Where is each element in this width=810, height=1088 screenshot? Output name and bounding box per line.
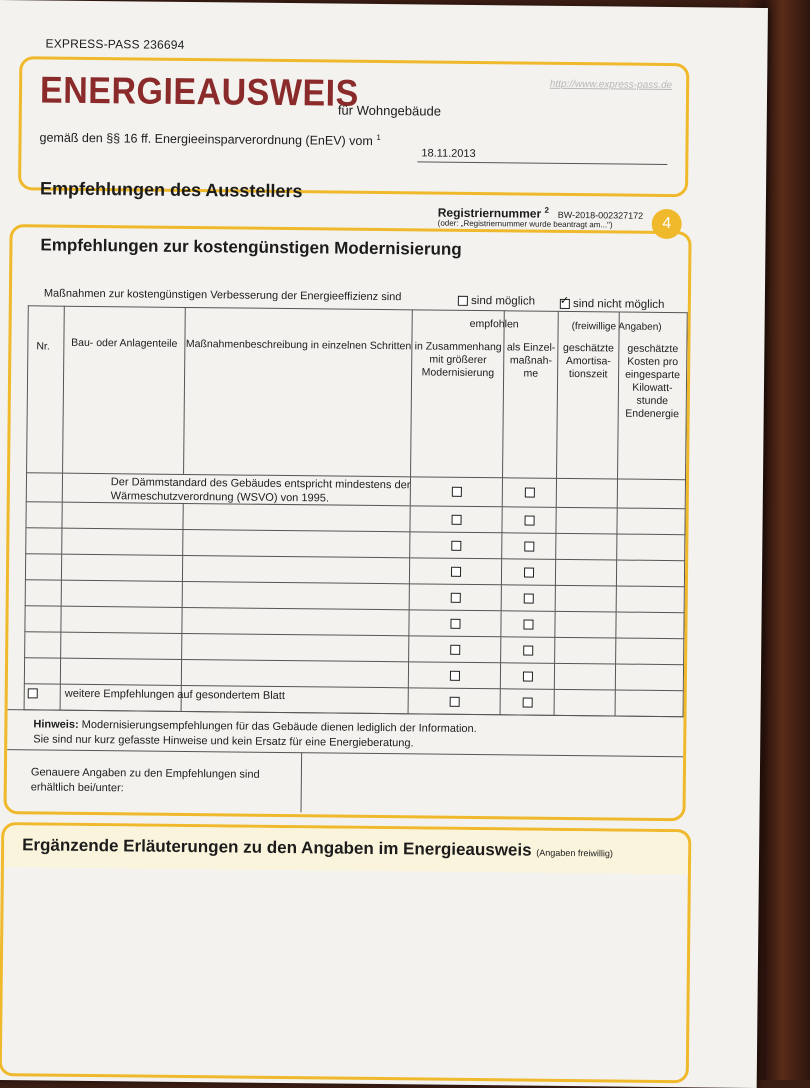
checkbox-together[interactable] bbox=[450, 644, 460, 654]
additional-note: (Angaben freiwillig) bbox=[536, 847, 613, 859]
cell-cost[interactable] bbox=[617, 534, 685, 561]
cell-nr[interactable] bbox=[25, 554, 61, 580]
additional-title-text: Ergänzende Erläuterungen zu den Angaben im Energieausweis bbox=[22, 835, 532, 860]
cell-amortisation[interactable] bbox=[556, 533, 617, 560]
checkbox-single[interactable] bbox=[525, 488, 535, 498]
col-cost bbox=[617, 312, 687, 480]
col-amortisation bbox=[557, 311, 619, 479]
cell-together[interactable] bbox=[411, 477, 503, 507]
cell-cost[interactable] bbox=[615, 638, 683, 665]
option-possible[interactable] bbox=[458, 295, 535, 308]
date-underline bbox=[417, 161, 667, 165]
website-link[interactable]: http://www.express-pass.de bbox=[549, 78, 673, 92]
more-info-line-1: Genauere Angaben zu den Empfehlungen sind bbox=[30, 766, 260, 781]
col-together bbox=[411, 310, 504, 478]
cell-together[interactable] bbox=[409, 610, 501, 637]
col-cost-text: geschätzte Kosten pro eingesparte Kilowatt- stunde Endenergie bbox=[625, 342, 681, 421]
cell-nr[interactable] bbox=[26, 502, 62, 528]
cell-parts[interactable] bbox=[62, 528, 183, 555]
cell-cost[interactable] bbox=[616, 560, 684, 587]
col-parts bbox=[62, 306, 185, 474]
cell-parts[interactable] bbox=[60, 658, 181, 685]
cell-cost[interactable] bbox=[617, 479, 685, 509]
cell-amortisation[interactable] bbox=[556, 507, 617, 534]
col-single-text: als Einzel- maßnah- me bbox=[506, 341, 556, 380]
cell-single[interactable] bbox=[502, 533, 556, 560]
checkbox-more-recommendations[interactable] bbox=[28, 688, 38, 698]
hint-line-1: Modernisierungsempfehlungen für das Gebäude dienen lediglich der Information. bbox=[81, 718, 477, 736]
checkbox-single[interactable] bbox=[523, 619, 533, 629]
checkbox-together[interactable] bbox=[450, 618, 460, 628]
registration-footnote: 2 bbox=[544, 205, 550, 215]
registration-number: BW-2018-002327172 bbox=[557, 209, 644, 221]
page-number-badge: 4 bbox=[652, 209, 682, 239]
cell-description[interactable] bbox=[62, 473, 411, 506]
cell-parts[interactable] bbox=[61, 606, 182, 633]
checkbox-together[interactable] bbox=[451, 514, 461, 524]
checkbox-together[interactable] bbox=[451, 540, 461, 550]
cell-parts[interactable] bbox=[60, 632, 181, 659]
checkbox-single[interactable] bbox=[522, 697, 532, 707]
option-possible-label: sind möglich bbox=[471, 294, 536, 308]
checkbox-single[interactable] bbox=[523, 645, 533, 655]
table-header-row bbox=[27, 306, 688, 480]
hint-line-2: Sie sind nur kurz gefasste Hinweise und kein Ersatz für eine Energieberatung. bbox=[33, 733, 414, 750]
cell-together[interactable] bbox=[409, 688, 501, 715]
measures-line: Maßnahmen zur kostengünstigen Verbesserung der Energieeffizienz sind bbox=[43, 287, 402, 304]
recommendations-title: Empfehlungen zur kostengünstigen Modernisierung bbox=[40, 235, 462, 259]
cell-single[interactable] bbox=[501, 585, 555, 612]
option-not-possible[interactable] bbox=[560, 298, 665, 311]
document-subtitle: für Wohngebäude bbox=[337, 102, 442, 119]
col-together-text: in Zusammenhang mit größerer Modernisierung bbox=[414, 340, 502, 380]
cell-parts[interactable] bbox=[61, 580, 182, 607]
voluntary-label: (freiwillige Angaben) bbox=[571, 321, 662, 333]
cell-together[interactable] bbox=[410, 558, 502, 585]
cell-single[interactable] bbox=[502, 507, 556, 534]
cell-description[interactable] bbox=[183, 529, 411, 557]
row-text-2: Wärmeschutzverordnung (WSVO) von 1995. bbox=[110, 490, 329, 505]
registration-label-text: Registriernummer bbox=[437, 205, 542, 221]
cell-together[interactable] bbox=[410, 532, 502, 559]
option-not-possible-label: sind nicht möglich bbox=[572, 298, 665, 311]
cell-nr[interactable] bbox=[26, 528, 62, 554]
cell-cost[interactable] bbox=[615, 664, 683, 691]
cell-description[interactable] bbox=[181, 633, 409, 661]
cell-together[interactable] bbox=[409, 662, 501, 689]
registration-note: (oder: „Registriernummer wurde beantragt am...") bbox=[437, 218, 613, 230]
cell-single[interactable] bbox=[501, 611, 555, 638]
checkbox-together[interactable] bbox=[450, 670, 460, 680]
hint-text bbox=[33, 717, 477, 752]
issue-date: 18.11.2013 bbox=[421, 147, 476, 160]
checkbox-possible[interactable] bbox=[458, 296, 468, 306]
cell-description[interactable] bbox=[182, 581, 410, 609]
cell-single[interactable] bbox=[502, 478, 557, 508]
col-single bbox=[503, 311, 559, 479]
more-info-line-2: erhältlich bei/unter: bbox=[30, 781, 124, 795]
col-nr: Nr. bbox=[27, 306, 65, 473]
header-box bbox=[18, 56, 689, 197]
cell-amortisation[interactable] bbox=[555, 637, 616, 664]
cell-cost[interactable] bbox=[617, 508, 685, 535]
more-info-text bbox=[31, 765, 260, 797]
col-description-text: Maßnahmenbeschreibung in einzelnen Schritten bbox=[185, 337, 412, 353]
cell-amortisation[interactable] bbox=[556, 559, 617, 586]
row-text-1: Der Dämmstandard des Gebäudes entspricht mindestens der bbox=[110, 476, 411, 492]
cell-amortisation[interactable] bbox=[555, 611, 616, 638]
cell-single[interactable] bbox=[502, 559, 556, 586]
checkbox-not-possible[interactable] bbox=[560, 299, 570, 309]
cell-cost[interactable] bbox=[615, 690, 683, 717]
checkbox-single[interactable] bbox=[524, 515, 534, 525]
cell-description[interactable] bbox=[182, 607, 410, 635]
cell-nr[interactable] bbox=[25, 606, 61, 632]
law-footnote: 1 bbox=[376, 132, 381, 142]
recommendations-box bbox=[3, 224, 691, 821]
cell-nr[interactable] bbox=[26, 473, 62, 502]
cell-amortisation[interactable] bbox=[555, 663, 616, 690]
section-title: Empfehlungen des Ausstellers bbox=[39, 178, 303, 202]
cell-single[interactable] bbox=[501, 637, 555, 664]
recommended-label: empfohlen bbox=[469, 317, 519, 331]
checkbox-together[interactable] bbox=[451, 566, 461, 576]
more-recommendations-label: weitere Empfehlungen auf gesondertem Blatt bbox=[64, 687, 285, 703]
law-text: gemäß den §§ 16 ff. Energieeinsparverordnung (EnEV) vom bbox=[39, 130, 373, 149]
cell-parts[interactable] bbox=[62, 502, 183, 529]
checkbox-single[interactable] bbox=[524, 541, 534, 551]
law-reference bbox=[39, 129, 380, 148]
document-id: EXPRESS-PASS 236694 bbox=[45, 36, 185, 52]
col-parts-text: Bau- oder Anlagenteile bbox=[71, 336, 178, 350]
cell-single[interactable] bbox=[500, 663, 554, 690]
hint-label: Hinweis: bbox=[33, 718, 79, 731]
checkbox-single[interactable] bbox=[523, 671, 533, 681]
col-amortisation-text: geschätzte Amortisa- tionszeit bbox=[563, 341, 614, 381]
cell-single[interactable] bbox=[500, 689, 554, 716]
cell-amortisation[interactable] bbox=[557, 478, 618, 508]
cell-nr[interactable] bbox=[25, 632, 61, 658]
cell-together[interactable] bbox=[410, 506, 502, 533]
cell-amortisation[interactable] bbox=[555, 585, 616, 612]
document-title: ENERGIEAUSWEIS bbox=[39, 69, 359, 115]
checkbox-together[interactable] bbox=[449, 696, 459, 706]
cell-parts[interactable] bbox=[61, 554, 182, 581]
cell-amortisation[interactable] bbox=[554, 689, 615, 716]
cell-nr[interactable] bbox=[25, 580, 61, 606]
cell-cost[interactable] bbox=[616, 612, 684, 639]
checkbox-single[interactable] bbox=[523, 593, 533, 603]
cell-description[interactable] bbox=[182, 555, 410, 583]
checkbox-single[interactable] bbox=[524, 567, 534, 577]
recommendations-table bbox=[24, 305, 688, 717]
cell-description[interactable] bbox=[183, 503, 411, 531]
additional-notes-box bbox=[0, 822, 691, 1083]
divider bbox=[301, 752, 303, 812]
cell-description[interactable] bbox=[181, 659, 409, 687]
checkbox-together[interactable] bbox=[450, 592, 460, 602]
cell-together[interactable] bbox=[410, 584, 502, 611]
cell-nr[interactable] bbox=[24, 658, 60, 684]
cell-together[interactable] bbox=[409, 636, 501, 663]
cell-cost[interactable] bbox=[616, 586, 684, 613]
checkbox-together[interactable] bbox=[452, 487, 462, 497]
col-description bbox=[183, 307, 412, 476]
